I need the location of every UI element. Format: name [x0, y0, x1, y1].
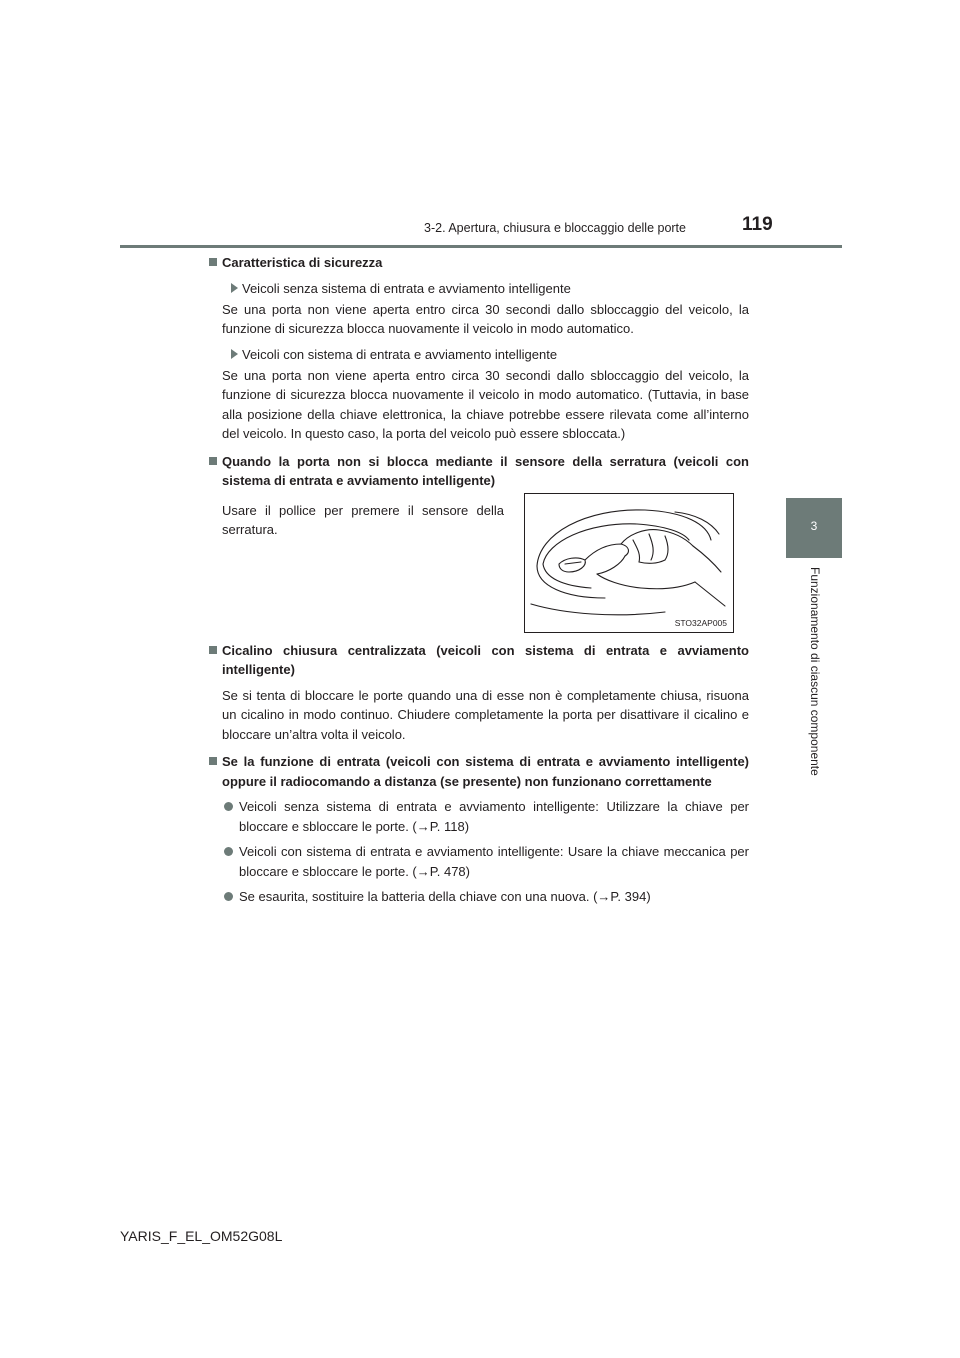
page-content	[209, 253, 749, 907]
page-number: 119	[742, 214, 773, 235]
document-code: YARIS_F_EL_OM52G08L	[120, 1228, 283, 1244]
list-item	[209, 887, 749, 907]
section-title: 3-2. Apertura, chiusura e bloccaggio delle porte	[424, 221, 686, 235]
square-bullet-icon	[209, 757, 217, 765]
sub-heading	[209, 345, 749, 364]
figure-row	[209, 493, 749, 641]
list-item-text: Veicoli senza sistema di entrata e avviamento intelligente: Utilizzare la chiave per bloccare e sbloccare le porte. (→P. 118)	[239, 799, 749, 834]
square-bullet-icon	[209, 457, 217, 465]
paragraph: Se si tenta di bloccare le porte quando una di esse non è completamente chiusa, risuona un cicalino in modo continuo. Chiudere completamente la porta per disattivare il cicalino e bloccare un’altra volta il veicolo.	[222, 687, 749, 742]
heading-text: Caratteristica di sicurezza	[222, 255, 383, 270]
heading-text: Quando la porta non si blocca mediante il sensore della serratura (veicoli con sistema di entrata e avviamento intelligente)	[222, 453, 749, 488]
section-lock-sensor	[209, 452, 749, 641]
list-item	[209, 842, 749, 881]
section-heading	[209, 253, 749, 273]
heading-text: Se la funzione di entrata (veicoli con sistema di entrata e avviamento intelligente) oppure il radiocomando a distanza (se presente) non funzionano correttamente	[222, 754, 749, 789]
figure-code: STO32AP005	[674, 617, 727, 628]
paragraph: Usare il pollice per premere il sensore della serratura.	[222, 502, 504, 537]
square-bullet-icon	[209, 646, 217, 654]
section-heading	[209, 641, 749, 680]
section-safety-feature	[209, 253, 749, 444]
triangle-arrow-icon	[231, 349, 238, 359]
section-heading	[209, 752, 749, 791]
sub-heading-text: Veicoli senza sistema di entrata e avviamento intelligente	[242, 280, 571, 296]
chapter-number: 3	[810, 519, 818, 533]
list-item-text: Veicoli con sistema di entrata e avviamento intelligente: Usare la chiave meccanica per bloccare e sbloccare le porte. (→P. 478)	[239, 844, 749, 879]
circle-bullet-icon	[224, 892, 233, 901]
header-divider	[120, 245, 842, 248]
list-item	[209, 797, 749, 836]
section-heading	[209, 452, 749, 491]
paragraph: Se una porta non viene aperta entro circa 30 secondi dallo sbloccaggio del veicolo, la funzione di sicurezza blocca nuovamente il veicolo in modo automatico.	[222, 301, 749, 336]
triangle-arrow-icon	[231, 283, 238, 293]
heading-text: Cicalino chiusura centralizzata (veicoli con sistema di entrata e avviamento intelligente)	[222, 642, 749, 677]
list-item-text: Se esaurita, sostituire la batteria della chiave con una nuova. (→P. 394)	[239, 889, 651, 904]
door-handle-illustration	[524, 493, 734, 633]
circle-bullet-icon	[224, 802, 233, 811]
section-buzzer	[209, 641, 749, 745]
section-malfunction	[209, 752, 749, 907]
sub-heading-text: Veicoli con sistema di entrata e avviamento intelligente	[242, 346, 558, 362]
paragraph: Se una porta non viene aperta entro circa 30 secondi dallo sbloccaggio del veicolo, la funzione di sicurezza blocca nuovamente il veicolo in modo automatico. (Tuttavia, in base alla posizione della chiave elettronica, la chiave potrebbe essere rilevata come all’interno del veicolo. In questo caso, la porta del veicolo può essere sbloccata.)	[222, 367, 749, 441]
circle-bullet-icon	[224, 847, 233, 856]
chapter-label: Funzionamento di ciascun componente	[808, 567, 822, 776]
square-bullet-icon	[209, 258, 217, 266]
sub-heading	[209, 279, 749, 298]
hand-pressing-sensor-illustration	[525, 494, 733, 632]
